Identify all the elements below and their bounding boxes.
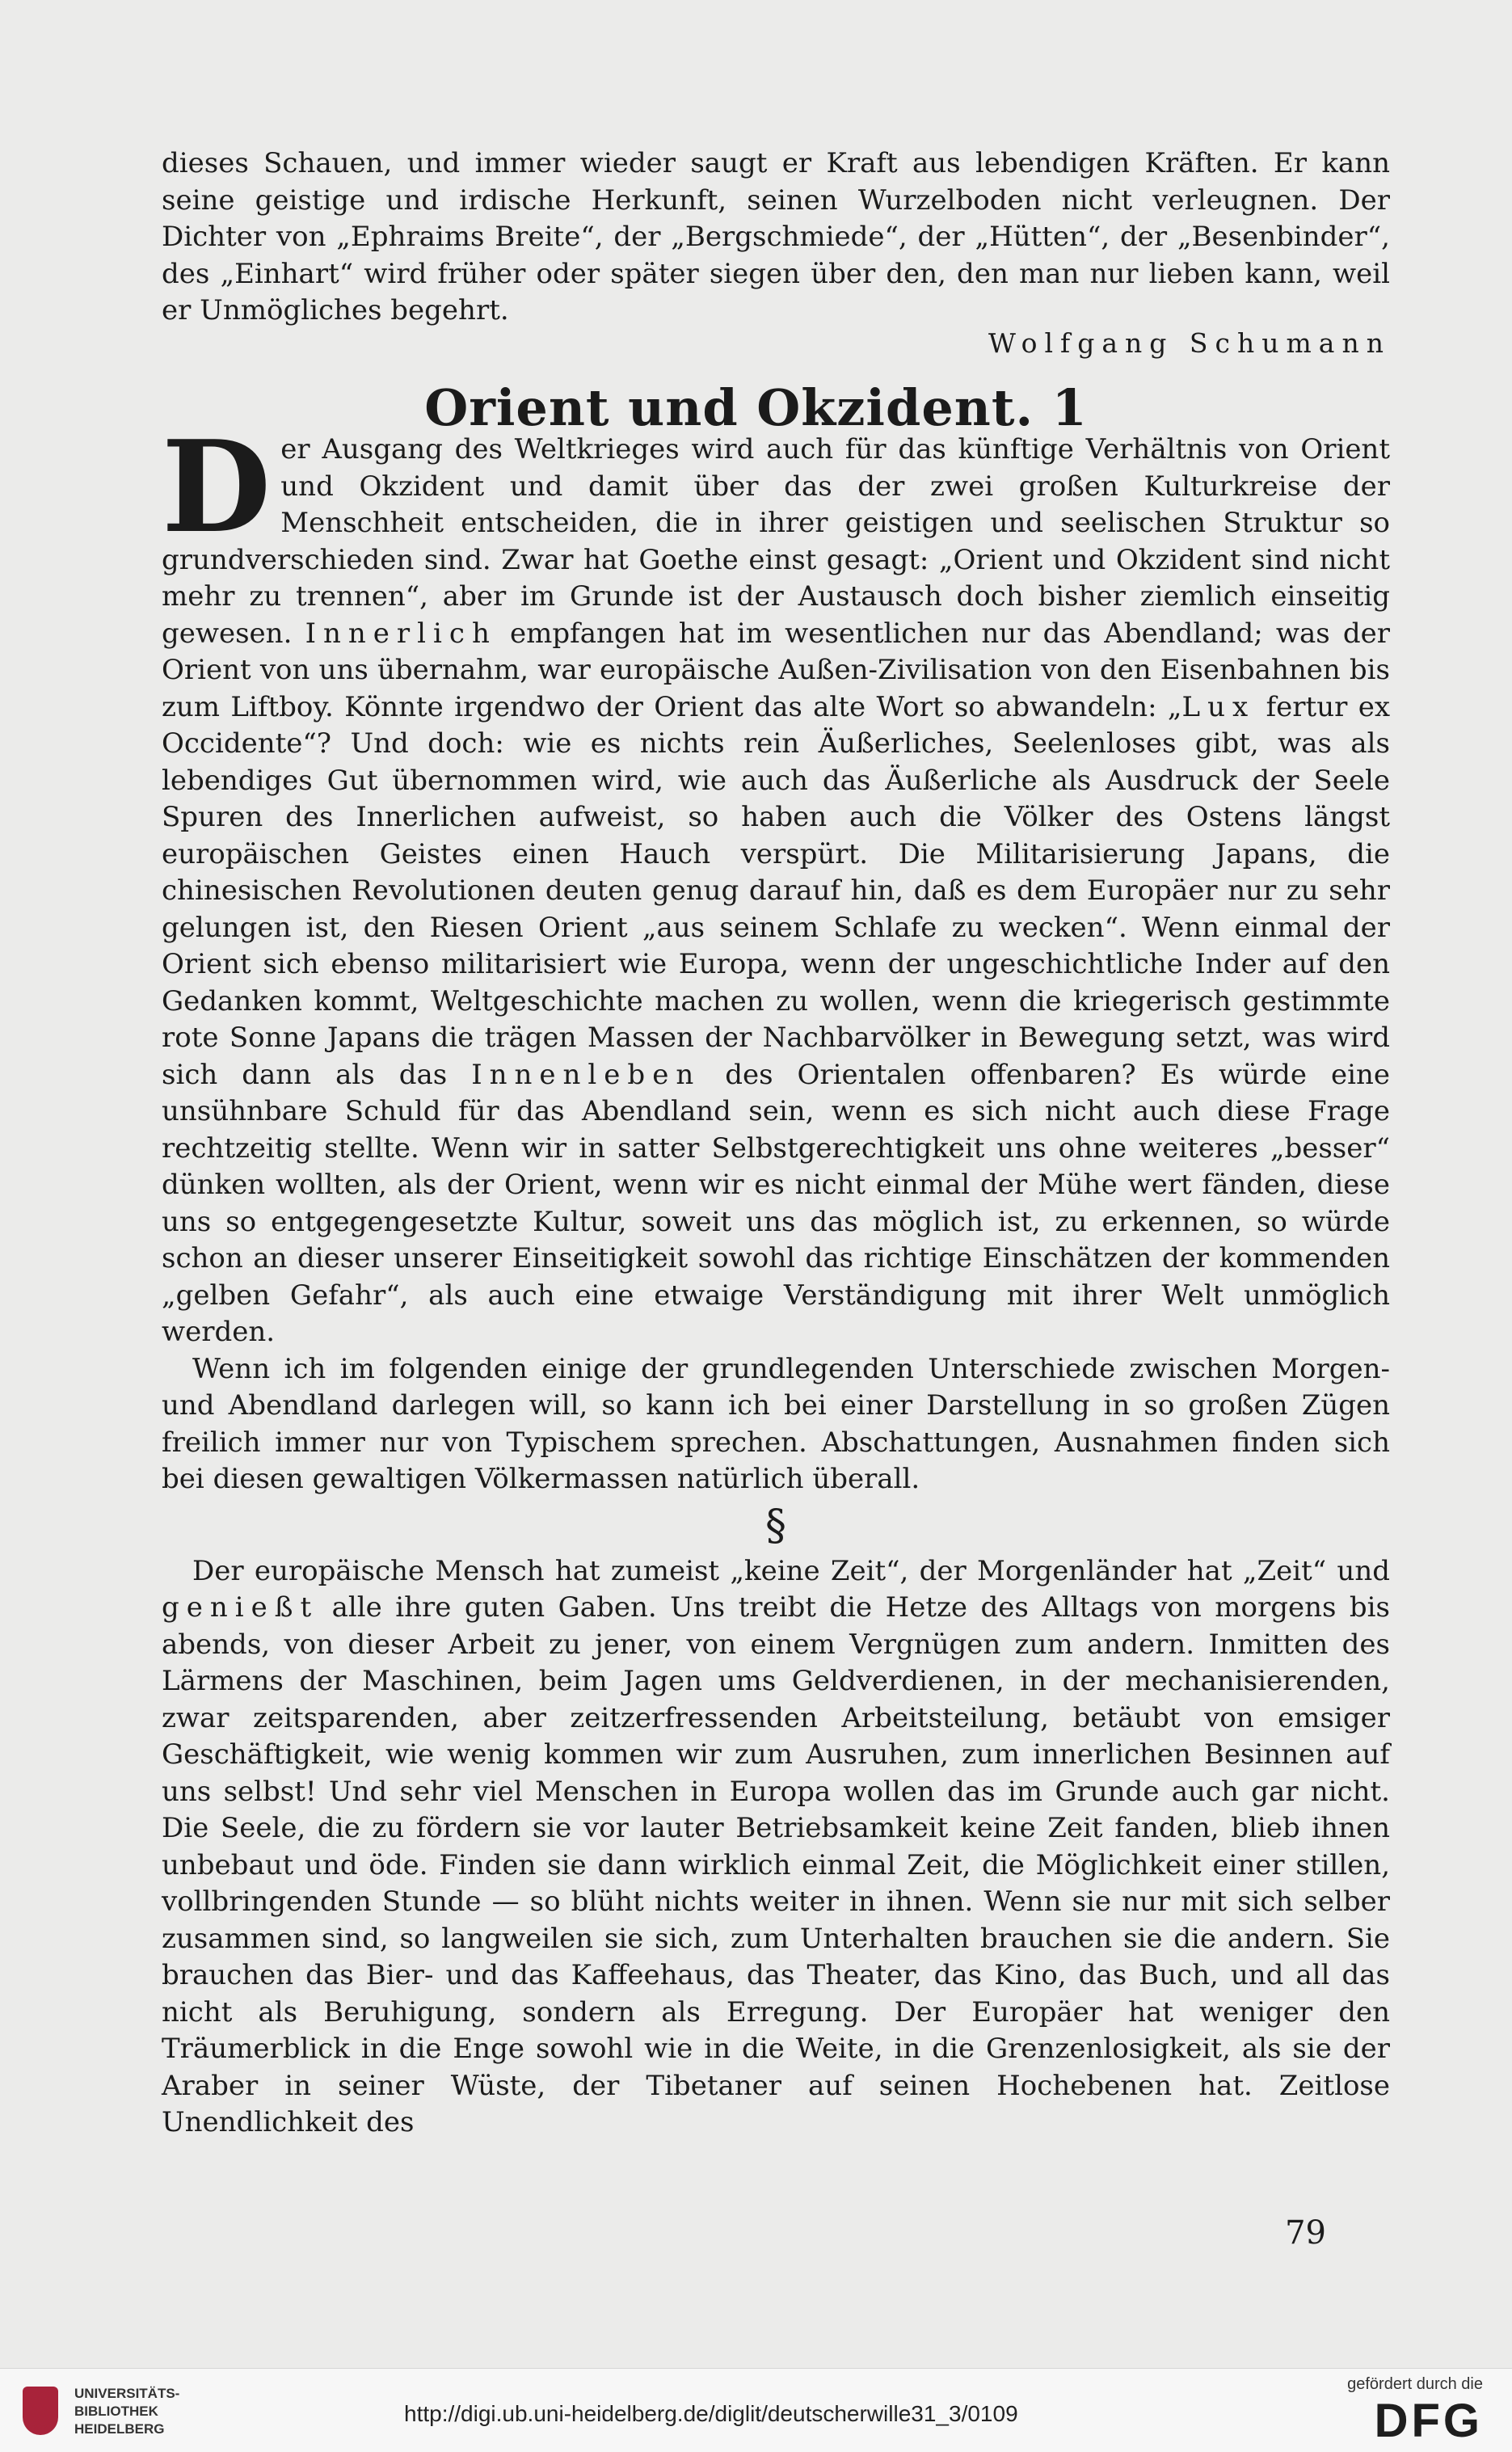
paragraph-1	[162, 413, 1391, 1351]
funding-note: gefördert durch die	[1347, 2375, 1483, 2393]
spaced-emphasis: Lux	[1181, 690, 1256, 723]
drop-cap: D	[162, 413, 272, 561]
text-run: des Orientalen offenbaren? Es würde eine unsühnbare Schuld für das Abendland sein, wenn es sich nicht auch diese Frage rechtzeitig stellte. Wenn wir in satter Selbstgerechtigkeit uns ohne weiteres „besser“ dünken wollten, als der Orient, wenn wir es nicht einmal der Mühe wert fänden, diese uns so entgegengesetzte Kultur, soweit uns das möglich ist, zu erkennen, so würde schon an dieser unserer Einseitigkeit sowohl das richtige Einschätzen der kommenden „gelben Gefahr“, als auch eine etwaige Verständigung mit ihrer Welt unmöglich werden.	[162, 1058, 1391, 1348]
page-number: 79	[1285, 2214, 1326, 2252]
text-run: empfangen hat im wesentlichen nur das Abendland; was der Orient von uns übernahm, war europäische Außen-Zivilisation von den Eisenbahnen bis zum Liftboy. Könnte irgendwo der Orient das alte Wort so abwandeln: „	[162, 617, 1390, 723]
author-signature: Wolfgang Schumann	[988, 327, 1391, 359]
institution-line: HEIDELBERG	[74, 2421, 165, 2437]
spaced-emphasis: genießt	[162, 1591, 319, 1624]
permalink-url[interactable]: http://digi.ub.uni-heidelberg.de/diglit/deutscherwille31_3/0109	[404, 2401, 1018, 2426]
institution-line: UNIVERSITÄTS-	[74, 2386, 180, 2401]
dfg-logo: DFG	[1374, 2395, 1483, 2447]
previous-article-ending	[162, 145, 1390, 330]
institution-line: BIBLIOTHEK	[74, 2404, 158, 2419]
section-ornament: §	[765, 1501, 786, 1550]
paragraph-2	[162, 1351, 1390, 1498]
text-run: alle ihre guten Gaben. Uns treibt die Hetze des Alltags von morgens bis abends, von dieser Arbeit zu jener, von einem Vergnügen zum andern. Inmitten des Lärmens der Maschinen, beim Jagen ums Geldverdienen, in der mechanisierenden, zwar zeitsparenden, aber zeitzerfressenden Arbeitsteilung, betäubt von emsiger Geschäftigkeit, wie wenig kommen wir zum Ausruhen, zum innerlichen Besinnen auf uns selbst! Und sehr viel Menschen in Europa wollen das im Grunde auch gar nicht. Die Seele, die zu fördern sie vor lauter Betriebsamkeit keine Zeit fanden, blieb ihnen unbebaut und öde. Finden sie dann wirklich einmal Zeit, die Möglichkeit einer stillen, vollbringenden Stunde — so blüht nichts weiter in ihnen. Wenn sie nur mit sich selber zusammen sind, so langweilen sie sich, zum Unterhalten brauchen sie die andern. Sie brauchen das Bier- und das Kaffeehaus, das Theater, das Kino, das Buch, und all das nicht als Beruhigung, sondern als Erregung. Der Europäer hat weniger den Träumerblick in die Enge sowohl wie in die Weite, in die Grenzenlosigkeit, als sie der Araber in seiner Wüste, der Tibetaner auf seinen Hochebenen hat. Zeitlose Unendlichkeit des	[162, 1591, 1390, 2138]
spaced-emphasis: Innerlich	[305, 617, 497, 650]
spaced-emphasis: Innenleben	[471, 1058, 701, 1091]
digitization-footer	[0, 2368, 1512, 2452]
text-run: fertur ex Occidente“? Und doch: wie es nichts rein Äußerliches, Seelenloses gibt, was als lebendiges Gut übernommen wird, wie auch das Äußerliche als Ausdruck der Seele Spuren des Innerlichen aufweist, so haben auch die Völker des Ostens längst europäischen Geistes einen Hauch verspürt. Die Militarisierung Japans, die chinesischen Revolutionen deuten genug darauf hin, daß es dem Europäer nur zu sehr gelungen ist, den Riesen Orient „aus seinem Schlafe zu wecken“. Wenn einmal der Orient sich ebenso militarisiert wie Europa, wenn der ungeschichtliche Inder auf den Gedanken kommt, Weltgeschichte machen zu wollen, wenn die kriegerisch gestimmte rote Sonne Japans die trägen Massen der Nachbarvölker in Bewegung setzt, was wird sich dann als das	[162, 690, 1391, 1091]
article-body	[162, 413, 1391, 2142]
previous-article-text: dieses Schauen, und immer wieder saugt er Kraft aus lebendigen Kräften. Er kann seine geistige und irdische Herkunft, seinen Wurzelboden nicht verleugnen. Der Dichter von „Ephraims Breite“, der „Bergschmiede“, der „Hütten“, der „Besenbinder“, des „Einhart“ wird früher oder später siegen über den, den man nur lieben kann, weil er Unmögliches begehrt.	[162, 147, 1390, 327]
text-run: er Ausgang des Weltkrieges wird auch für das künftige Verhältnis von Orient und Okzident und damit über das der zwei großen Kulturkreise der Menschheit entscheiden, die in ihrer geistigen und seelischen Struktur so grundverschieden sind. Zwar hat Goethe einst gesagt: „Orient und Okzident sind nicht mehr zu trennen“, aber im Grunde ist der Austausch doch bisher ziemlich einseitig gewesen.	[162, 433, 1390, 650]
institution-name	[74, 2385, 179, 2438]
text-run: Der europäische Mensch hat zumeist „keine Zeit“, der Morgenländer hat „Zeit“ und	[192, 1554, 1390, 1587]
paragraph-3	[162, 1553, 1390, 2142]
text-run: Wenn ich im folgenden einige der grundlegenden Unterschiede zwischen Morgen- und Abendland darlegen will, so kann ich bei einer Darstellung in so großen Zügen freilich immer nur von Typischem sprechen. Abschattungen, Ausnahmen finden sich bei diesen gewaltigen Völkermassen natürlich überall.	[162, 1352, 1390, 1495]
article-heading: Orient und Okzident. 1	[424, 378, 1088, 437]
university-seal-icon	[23, 2387, 58, 2435]
